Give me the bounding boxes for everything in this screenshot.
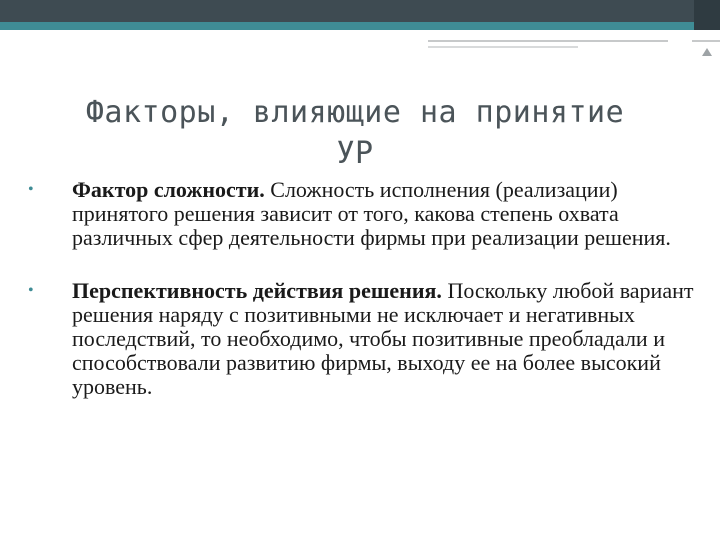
bullet-item — [24, 178, 704, 250]
bullet-list — [24, 178, 704, 428]
slide-title-line1: Факторы, влияющие на принятие — [85, 95, 625, 130]
triangle-icon — [702, 48, 712, 56]
bullet-heading: Перспективность действия решения. — [72, 278, 442, 303]
bullet-heading: Фактор сложности. — [72, 177, 265, 202]
slide-title — [40, 92, 670, 174]
slide-title-line2: УР — [336, 136, 374, 171]
header-corner-block — [694, 0, 720, 30]
bullet-dot-icon: • — [28, 282, 34, 299]
header-accent-stripe — [0, 22, 694, 30]
decor-line — [428, 40, 668, 42]
bullet-text: Поскольку любой вариант решения наряду с позитивными не исключает и негативных последствий, то необходимо, чтобы позитивные преобладали и способствовали развитию фирмы, выходу ее на более высокий уровень. — [72, 278, 694, 399]
bullet-dot-icon: • — [28, 181, 34, 198]
decor-line — [428, 46, 578, 48]
decor-line — [692, 40, 720, 42]
header-bar — [0, 0, 720, 22]
bullet-item — [24, 279, 704, 399]
bullet-text: Сложность исполнения (реализации) принятого решения зависит от того, какова степень охвата различных сфер деятельности фирмы при реализации решения. — [72, 177, 671, 250]
